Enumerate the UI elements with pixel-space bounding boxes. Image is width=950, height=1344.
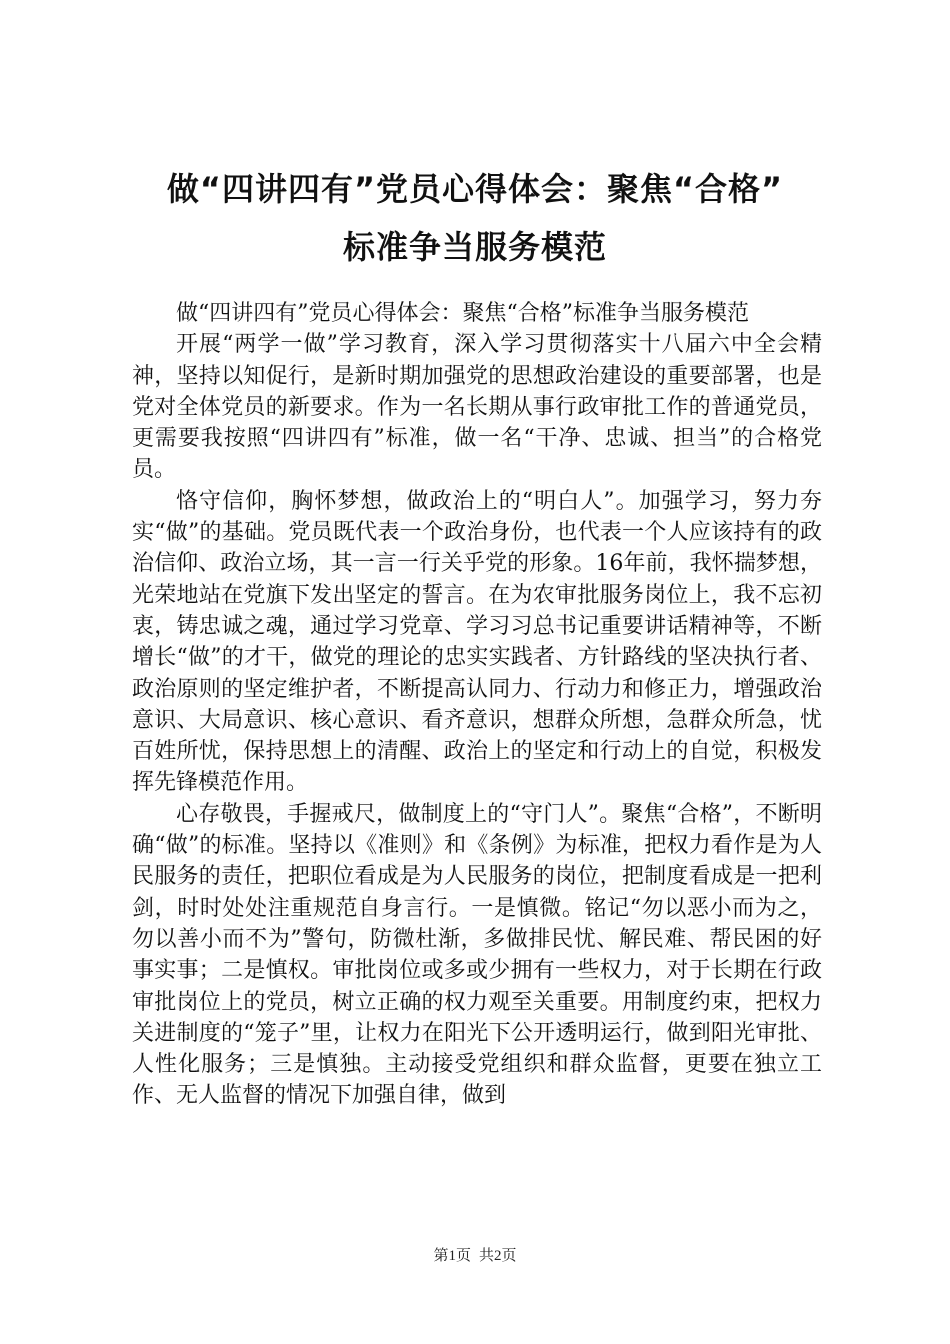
title-line-2: 标准争当服务模范 <box>342 228 607 266</box>
paragraph-faith: 恪守信仰，胸怀梦想，做政治上的“明白人”。加强学习，努力夯实“做”的基础。党员既代表一个政治身份，也代表一个人应该持有的政治信仰、政治立场，其一言一行关乎党的形象。16年前，我怀揣梦想，光荣地站在党旗下发出坚定的誓言。在为农审批服务岗位上，我不忘初衷，铸忠诚之魂，通过学习党章、学习习总书记重要讲话精神等，不断增长“做”的才干，做党的理论的忠实实践者、方针路线的坚决执行者、政治原则的坚定维护者，不断提高认同力、行动力和修正力，增强政治意识、大局意识、核心意识、看齐意识，想群众所想，急群众所急，忧百姓所忧，保持思想上的清醒、政治上的坚定和行动上的自觉，积极发挥先锋模范作用。 <box>132 488 822 796</box>
title-line-1: 做“四讲四有”党员心得体会：聚焦“合格” <box>166 170 784 208</box>
page-footer <box>0 1244 950 1265</box>
document-body <box>132 298 822 1112</box>
page-number: 第1页 <box>433 1248 471 1264</box>
paragraph-discipline: 心存敬畏，手握戒尺，做制度上的“守门人”。聚焦“合格”，不断明确“做”的标准。坚持以《准则》和《条例》为标准，把权力看作是为人民服务的责任，把职位看成是为人民服务的岗位，把制度看成是一把利剑，时时处处注重规范自身言行。一是慎微。铭记“勿以恶小而为之，勿以善小而不为”警句，防微杜渐，多做排民忧、解民难、帮民困的好事实事；二是慎权。审批岗位或多或少拥有一些权力，对于长期在行政审批岗位上的党员，树立正确的权力观至关重要。用制度约束，把权力关进制度的“笼子”里，让权力在阳光下公开透明运行，做到阳光审批、人性化服务；三是慎独。主动接受党组织和群众监督，更要在独立工作、无人监督的情况下加强自律，做到 <box>132 801 822 1109</box>
page-total: 共2页 <box>479 1248 517 1264</box>
paragraph-intro: 开展“两学一做”学习教育，深入学习贯彻落实十八届六中全会精神，坚持以知促行，是新时期加强党的思想政治建设的重要部署，也是党对全体党员的新要求。作为一名长期从事行政审批工作的普通党员，更需要我按照“四讲四有”标准，做一名“干净、忠诚、担当”的合格党员。 <box>132 332 822 483</box>
paragraph-heading: 做“四讲四有”党员心得体会：聚焦“合格”标准争当服务模范 <box>176 301 749 326</box>
document-title <box>120 160 830 276</box>
